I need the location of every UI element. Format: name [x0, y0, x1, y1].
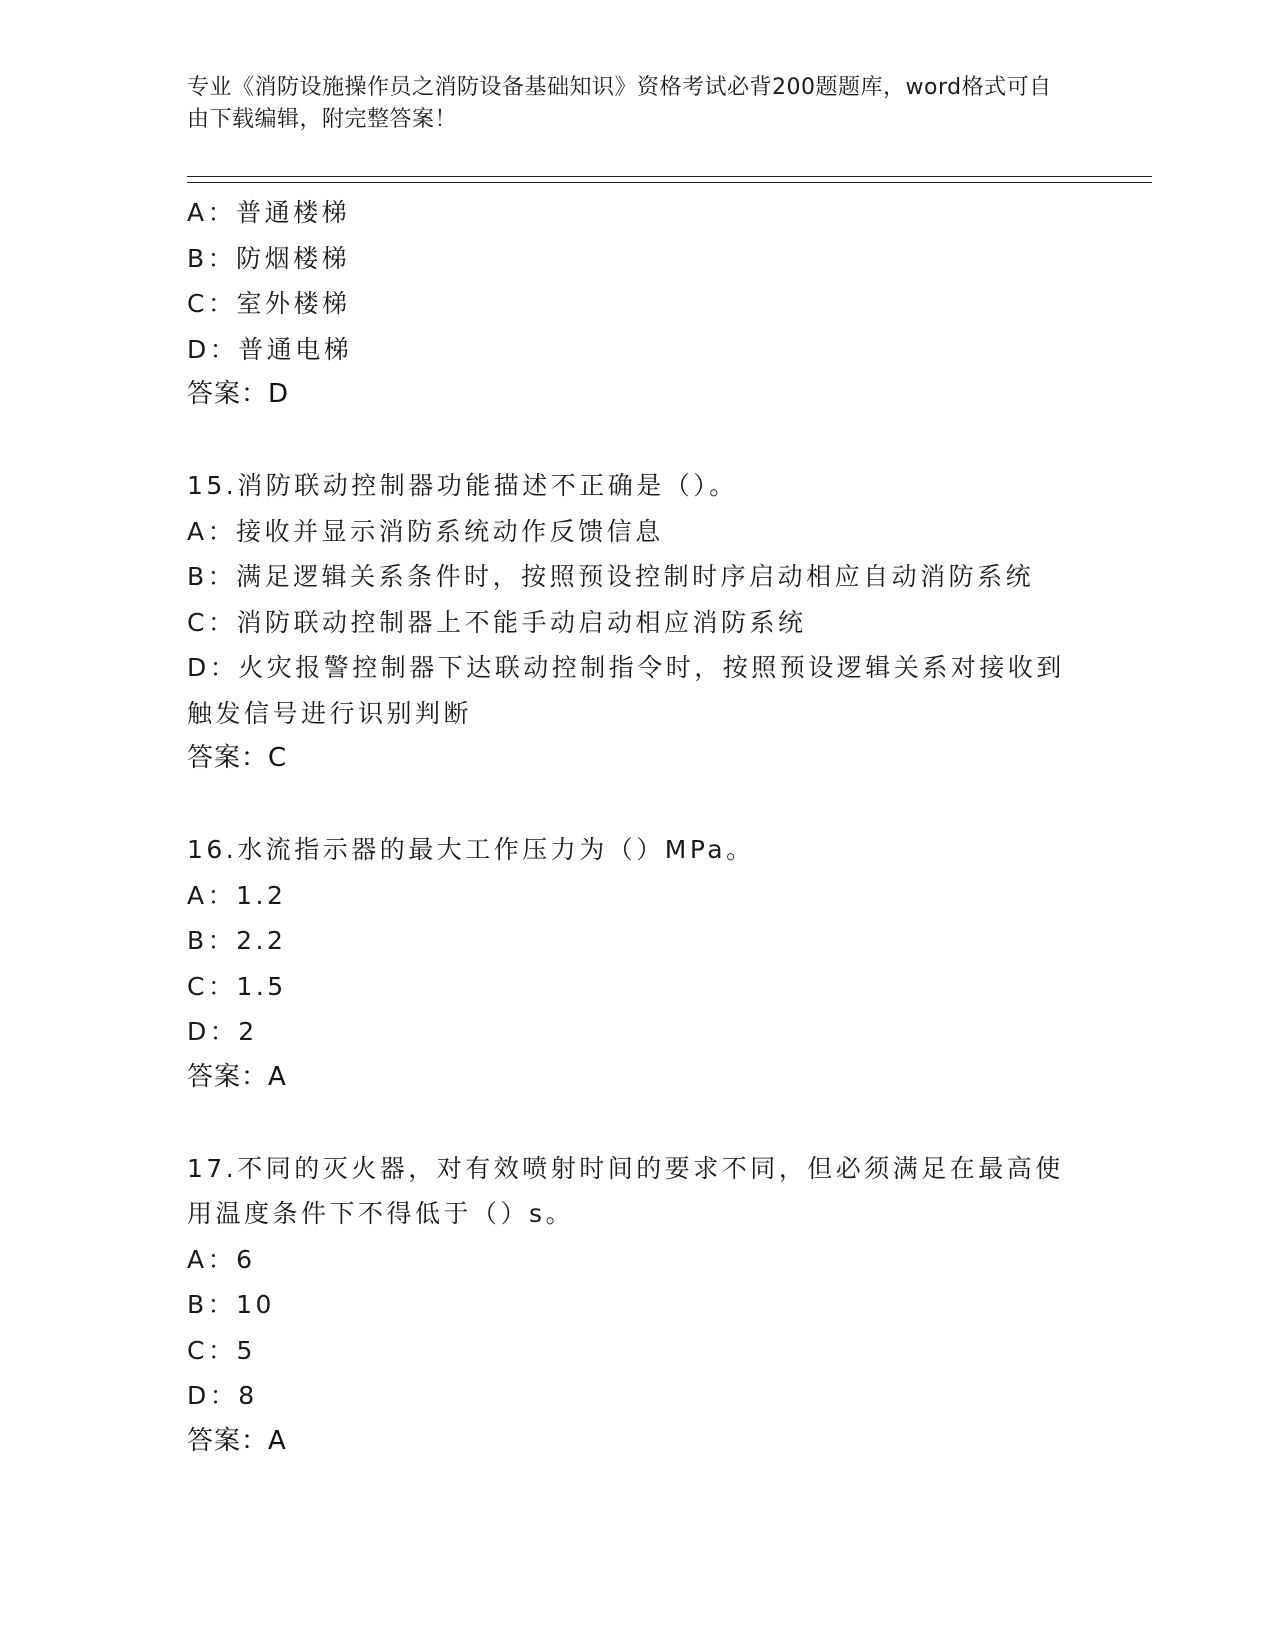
question-16 — [187, 827, 1087, 1100]
option-a: A：1.2 — [187, 880, 287, 910]
question-15 — [187, 463, 1087, 782]
answer: 答案：D — [187, 379, 290, 409]
option-a: A：6 — [187, 1244, 256, 1274]
option-d: D：8 — [187, 1381, 258, 1410]
question-stem: 17.不同的灭火器，对有效喷射时间的要求不同，但必须满足在最高使 — [187, 1153, 1064, 1183]
option-c: C：消防联动控制器上不能手动启动相应消防系统 — [187, 607, 807, 637]
option-b: B：10 — [187, 1290, 275, 1319]
spacer — [187, 418, 1087, 464]
document-header: 专业《消防设施操作员之消防设备基础知识》资格考试必背200题题库，word格式可自由下载编辑，附完整答案！ — [187, 75, 1052, 132]
question-stem: 16.水流指示器的最大工作压力为（）MPa。 — [187, 835, 755, 864]
option-a: A：普通楼梯 — [187, 198, 351, 227]
spacer — [187, 782, 1087, 828]
answer: 答案：A — [187, 1425, 287, 1456]
question-stem-continued: 用温度条件下不得低于（）s。 — [187, 1199, 575, 1228]
question-list — [187, 190, 1087, 1464]
option-d: D：普通电梯 — [187, 334, 353, 364]
option-b: B：2.2 — [187, 926, 287, 955]
option-c: C：室外楼梯 — [187, 289, 351, 318]
header-divider-top — [187, 176, 1152, 177]
option-b: B：防烟楼梯 — [187, 243, 351, 273]
question-14 — [187, 190, 1087, 418]
header-divider-bottom — [187, 182, 1152, 183]
question-17 — [187, 1146, 1087, 1465]
option-a: A：接收并显示消防系统动作反馈信息 — [187, 516, 664, 546]
answer: 答案：C — [187, 743, 288, 773]
option-c: C：5 — [187, 1335, 256, 1365]
spacer — [187, 1100, 1087, 1146]
answer: 答案：A — [187, 1061, 287, 1092]
option-c: C：1.5 — [187, 971, 287, 1001]
option-b: B：满足逻辑关系条件时，按照预设控制时序启动相应自动消防系统 — [187, 562, 1035, 591]
option-d-continued: 触发信号进行识别判断 — [187, 698, 473, 728]
option-d: D：2 — [187, 1017, 258, 1046]
question-stem: 15.消防联动控制器功能描述不正确是（）。 — [187, 471, 738, 500]
option-d: D：火灾报警控制器下达联动控制指令时，按照预设逻辑关系对接收到 — [187, 653, 1065, 682]
